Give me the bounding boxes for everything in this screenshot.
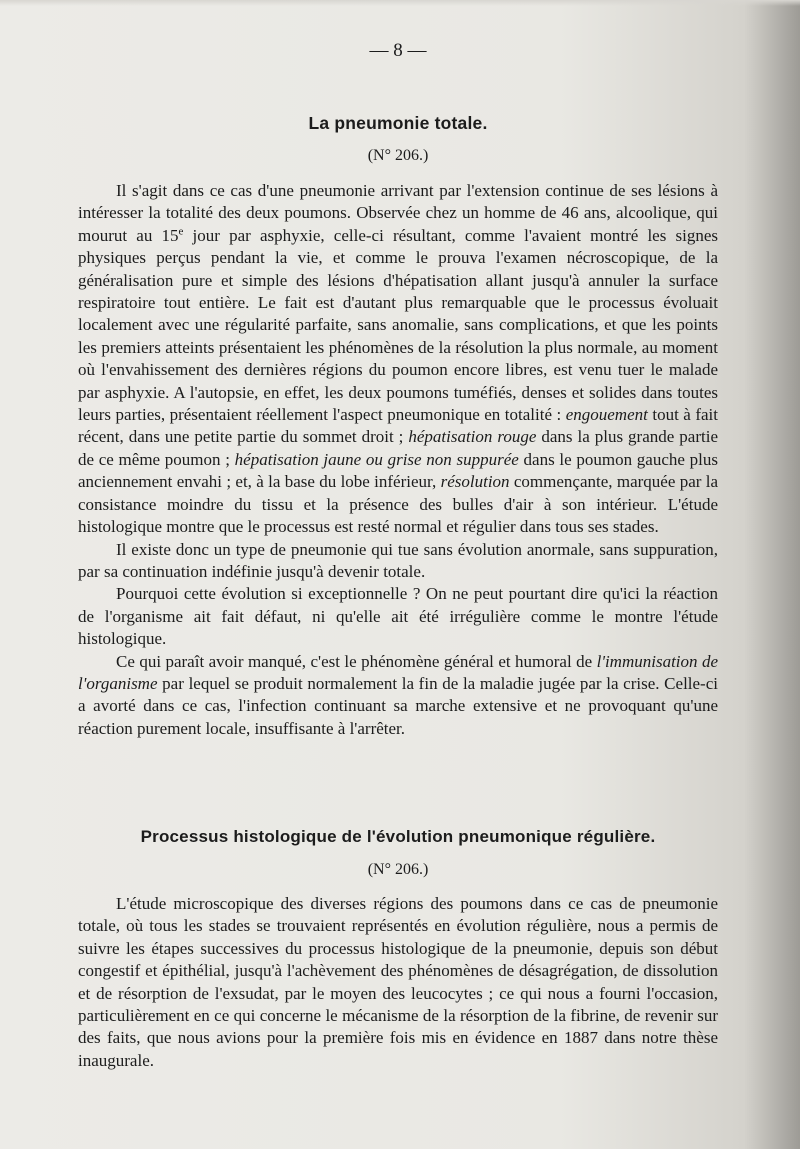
paragraph-3: Pourquoi cette évolution si exceptionnelle ? On ne peut pourtant dire qu'ici la réaction de l'organisme ait fait défaut, ni qu'elle ait été irrégulière comme le montre l'étude histologique. [78,584,718,649]
text-run: jour par asphyxie, celle-ci résultant, comme l'avaient montré les signes physiques perçus pendant la vie, et comme le prouva l'examen nécroscopique, de la généralisation pure et simple des lésions d'hépatisation allant jusqu'à annuler la surface respiratoire tout entière. Le fait est d'autant plus remarquable que le processus évoluait localement avec une régularité parfaite, sans anomalie, sans complications, et que les points les premiers atteints présentaient les phénomènes de la résolution la plus normale, au moment où l'envahissement des dernières régions du poumon encore libres, est venu tuer le malade par asphyxie. A l'autopsie, en effet, les deux poumons tuméfiés, denses et solides dans toutes leurs parties, présentaient réellement l'aspect pneumonique en totalité : [78,225,719,425]
section-title-pneumonie-totale: La pneumonie totale. [308,113,488,133]
superscript: e [178,225,184,238]
text-run: Il s'agit dans ce cas d'une pneumonie arrivant par l'extension continue de ses lésions à intéresser la totalité des deux poumons. Observée chez un homme de 46 ans, alcoolique, qui mourut au 15 [78,181,718,245]
section-body-processus-histologique [78,893,718,1072]
text-run: dans le poumon gauche plus anciennement envahi ; et, à la base du lobe inférieur, [78,449,718,492]
page-top-shadow [0,0,800,6]
text-run: par lequel se produit normalement la fin de la maladie jugée par la crise. Celle-ci a avorté dans ce cas, l'infection continuant sa marche extensive et ne provoquant qu'une réaction purement locale, insuffisante à l'arrêter. [78,673,718,738]
section-body-pneumonie-totale [78,180,718,740]
italic-term: hépatisation rouge [408,427,537,447]
text-run: tout à fait récent, dans une petite partie du sommet droit ; [78,405,718,447]
page-number: — 8 — [369,40,427,61]
italic-term: hépatisation jaune ou grise non suppurée [234,449,519,469]
paragraph-4 [78,651,718,741]
paragraph-2: Il existe donc un type de pneumonie qui tue sans évolution anormale, sans suppuration, par sa continuation indéfinie jusqu'à devenir totale. [78,539,718,581]
italic-term: résolution [440,472,510,492]
section-reference: (N° 206.) [367,861,429,878]
text-run: commençante, marquée par la consistance moindre du tissu et la présence des bulles d'air à son intérieur. L'étude histologique montre que le processus est resté normal et régulier dans tous ses stades. [78,472,718,537]
text-run: dans la plus grande partie de ce même poumon ; [78,427,718,469]
text-run: Ce qui paraît avoir manqué, c'est le phénomène général et humoral de [116,651,597,671]
paragraph-5: L'étude microscopique des diverses régions des poumons dans ce cas de pneumonie totale, où tous les stades se trouvaient représentés en évolution régulière, nous a permis de suivre les étapes successives du processus histologique de la pneumonie, depuis son début congestif et épithélial, jusqu'à l'achèvement des phénomènes de désagrégation, de dissolution et de résorption de l'exsudat, par le moyen des leucocytes ; ce qui nous a fourni l'occasion, particulièrement en ce qui concerne le mécanisme de la résorption de la fibrine, de revenir sur des faits, que nous avions pour la première fois mis en évidence en 1887 dans notre thèse inaugurale. [78,894,718,1070]
paragraph-1 [78,180,718,539]
section-reference: (N° 206.) [367,147,429,164]
section-title-processus-histologique: Processus histologique de l'évolution pneumonique régulière. [140,827,656,846]
italic-term: engouement [565,405,648,425]
italic-term: l'immunisation de l'organisme [78,651,718,693]
